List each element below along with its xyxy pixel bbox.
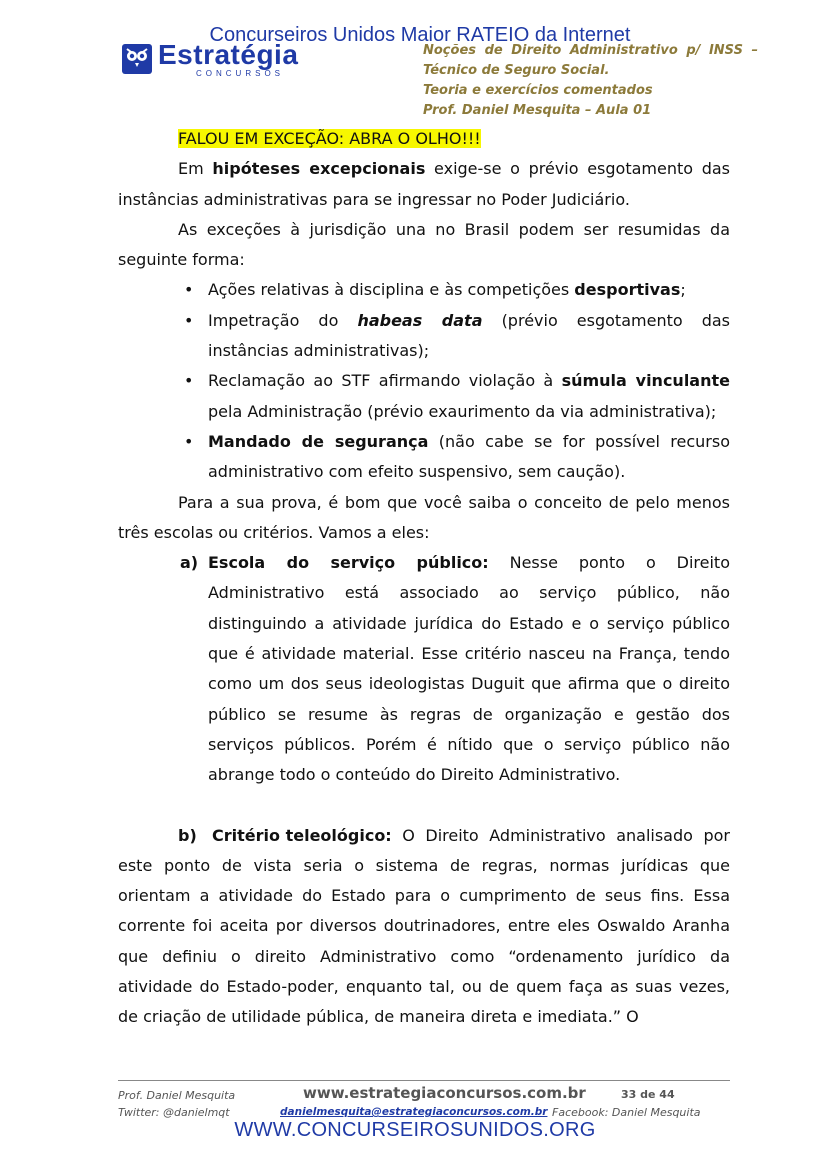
footer-facebook: Facebook: Daniel Mesquita	[552, 1106, 701, 1119]
item-text-bold: habeas data	[357, 310, 483, 330]
footer-email-link[interactable]: danielmesquita@estrategiaconcursos.com.br	[280, 1106, 548, 1118]
item-text: pela Administração (prévio exaurimento da via administrativa);	[208, 401, 717, 421]
logo-name: Estratégia	[158, 39, 299, 70]
paragraph-jurisdiction: As exceções à jurisdição una no Brasil podem ser resumidas da seguinte forma:	[118, 219, 730, 270]
item-text-bold: súmula vinculante	[561, 371, 730, 391]
item-text: Impetração do	[208, 310, 358, 330]
owl-icon	[122, 44, 152, 74]
item-text: (não cabe se for possível recurso administrativo com efeito suspensivo, sem caução).	[208, 431, 730, 482]
item-a-marker: a)	[180, 553, 199, 573]
watermark-top: Concurseiros Unidos Maior RATEIO da Internet	[209, 24, 631, 46]
item-b-title: Critério teleológico:	[212, 825, 392, 845]
footer-divider	[118, 1080, 730, 1081]
bullet-icon: •	[184, 371, 194, 391]
paragraph-exceptions	[118, 154, 730, 215]
p1-text-post: exige-se o prévio esgotamento das instâncias administrativas para se ingressar no Poder Judiciário.	[118, 159, 731, 209]
exceptions-list	[180, 275, 730, 487]
header-course-role: Técnico de Seguro Social.	[423, 63, 610, 78]
item-text-bold: Mandado de segurança	[208, 431, 429, 451]
bullet-icon: •	[184, 280, 194, 300]
spacer	[118, 791, 730, 821]
list-item	[180, 275, 730, 305]
logo-subtitle: CONCURSOS	[196, 69, 285, 78]
page-number: 33 de 44	[621, 1088, 675, 1101]
item-b-teleological	[118, 821, 730, 1033]
item-a-title: Escola do serviço público:	[208, 553, 489, 573]
item-a-public-service	[180, 548, 730, 790]
page-content	[118, 124, 730, 1033]
header-course-title: Noções de Direito Administrativo p/ INSS –	[423, 43, 758, 58]
list-item	[180, 427, 730, 488]
item-b-text: O Direito Administrativo analisado por este ponto de vista seria o sistema de regras, normas jurídicas que orientam a atividade do Estado para o cumprimento de seus fins. Essa corrente foi aceita por diversos doutrinadores, entre eles Oswaldo Aranha que definiu o direito Administrativo como “ordenamento jurídico da atividade do Estado-poder, enquanto tal, ou de quem faça as suas vezes, de criação de utilidade pública, de maneira direta e imediata.” O	[118, 825, 730, 1027]
paragraph-schools: Para a sua prova, é bom que você saiba o conceito de pelo menos três escolas ou critérios. Vamos a eles:	[118, 492, 730, 542]
item-text: Ações relativas à disciplina e às competições	[208, 280, 575, 300]
page-footer	[118, 1084, 730, 1118]
item-text: Reclamação ao STF afirmando violação à	[208, 371, 562, 391]
footer-professor: Prof. Daniel Mesquita	[118, 1089, 236, 1102]
bullet-icon: •	[184, 310, 194, 330]
highlight-text: FALOU EM EXCEÇÃO: ABRA O OLHO!!!	[178, 129, 481, 148]
item-a-text: Nesse ponto o Direito Administrativo está associado ao serviço público, não distinguindo a atividade jurídica do Estado e o serviço público que é atividade material. Esse critério nasceu na França, tendo como um dos seus ideologistas Duguit que afirma que o direito público se resume às regras de organização e gestão dos serviços públicos. Porém é nítido que o serviço público não abrange todo o conteúdo do Direito Administrativo.	[208, 553, 730, 785]
item-text: ;	[680, 280, 686, 300]
header-professor: Prof. Daniel Mesquita – Aula 01	[423, 103, 652, 118]
footer-twitter: Twitter: @danielmqt	[118, 1106, 230, 1119]
p1-text-bold: hipóteses excepcionais	[212, 159, 426, 179]
watermark-bottom: WWW.CONCURSEIROSUNIDOS.ORG	[234, 1119, 596, 1141]
bullet-icon: •	[184, 431, 194, 451]
footer-website-link[interactable]: www.estrategiaconcursos.com.br	[303, 1084, 586, 1102]
item-b-lead	[178, 821, 392, 851]
list-item	[180, 366, 730, 427]
p1-text-pre: Em	[178, 159, 213, 179]
item-text-bold: desportivas	[574, 280, 681, 300]
header-course-type: Teoria e exercícios comentados	[423, 83, 653, 98]
item-b-marker: b)	[178, 825, 197, 845]
course-header	[423, 41, 758, 121]
highlight-line	[118, 124, 730, 154]
estrategia-logo	[122, 39, 322, 82]
list-item	[180, 306, 730, 367]
item-text: (prévio esgotamento das instâncias administrativas);	[208, 310, 731, 361]
